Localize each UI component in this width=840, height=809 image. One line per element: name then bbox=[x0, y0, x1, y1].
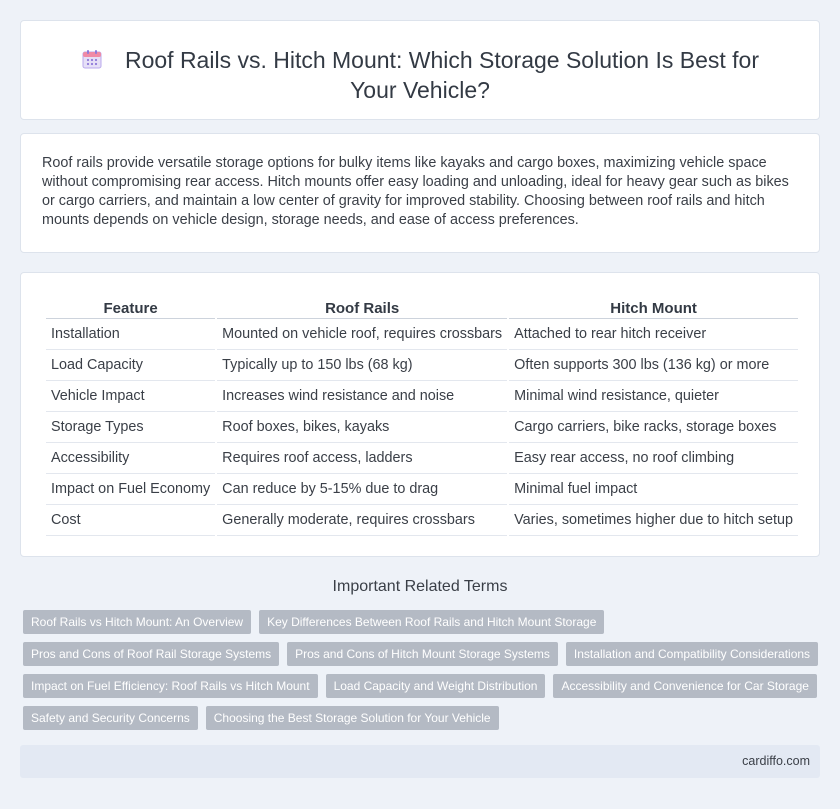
feature-cell: Cost bbox=[46, 505, 215, 536]
related-term-tag[interactable]: Safety and Security Concerns bbox=[23, 706, 198, 730]
hitch-mount-cell: Minimal wind resistance, quieter bbox=[509, 381, 798, 412]
feature-cell: Accessibility bbox=[46, 443, 215, 474]
hitch-mount-cell: Minimal fuel impact bbox=[509, 474, 798, 505]
roof-rails-cell: Increases wind resistance and noise bbox=[217, 381, 507, 412]
comparison-table-card bbox=[20, 272, 820, 557]
table-row bbox=[46, 319, 798, 350]
table-row bbox=[46, 443, 798, 474]
tag-row bbox=[23, 674, 823, 698]
related-term-tag[interactable]: Impact on Fuel Efficiency: Roof Rails vs Hitch Mount bbox=[23, 674, 318, 698]
page-title: Roof Rails vs. Hitch Mount: Which Storage Solution Is Best for Your Vehicle? bbox=[124, 47, 760, 103]
related-term-tag[interactable]: Load Capacity and Weight Distribution bbox=[326, 674, 546, 698]
hitch-mount-cell: Cargo carriers, bike racks, storage boxes bbox=[509, 412, 798, 443]
feature-cell: Vehicle Impact bbox=[46, 381, 215, 412]
header-hitch-mount: Hitch Mount bbox=[509, 297, 798, 319]
page-title-row bbox=[21, 45, 819, 105]
feature-cell: Impact on Fuel Economy bbox=[46, 474, 215, 505]
related-term-tag[interactable]: Installation and Compatibility Considerations bbox=[566, 642, 818, 666]
related-term-tag[interactable]: Roof Rails vs Hitch Mount: An Overview bbox=[23, 610, 251, 634]
related-term-tag[interactable]: Choosing the Best Storage Solution for Your Vehicle bbox=[206, 706, 499, 730]
header-roof-rails: Roof Rails bbox=[217, 297, 507, 319]
feature-cell: Load Capacity bbox=[46, 350, 215, 381]
table-row bbox=[46, 474, 798, 505]
tag-row bbox=[23, 642, 823, 666]
table-row bbox=[46, 350, 798, 381]
related-term-tag[interactable]: Pros and Cons of Hitch Mount Storage Systems bbox=[287, 642, 558, 666]
roof-rails-cell: Generally moderate, requires crossbars bbox=[217, 505, 507, 536]
header-card bbox=[20, 20, 820, 120]
calendar-icon bbox=[81, 48, 103, 70]
comparison-table bbox=[44, 297, 800, 536]
tag-row bbox=[23, 706, 823, 730]
table-row bbox=[46, 505, 798, 536]
hitch-mount-cell: Attached to rear hitch receiver bbox=[509, 319, 798, 350]
table-row bbox=[46, 412, 798, 443]
roof-rails-cell: Can reduce by 5-15% due to drag bbox=[217, 474, 507, 505]
feature-cell: Installation bbox=[46, 319, 215, 350]
related-terms-tags bbox=[23, 610, 823, 738]
hitch-mount-cell: Easy rear access, no roof climbing bbox=[509, 443, 798, 474]
roof-rails-cell: Typically up to 150 lbs (68 kg) bbox=[217, 350, 507, 381]
related-term-tag[interactable]: Pros and Cons of Roof Rail Storage Systems bbox=[23, 642, 279, 666]
table-row bbox=[46, 381, 798, 412]
hitch-mount-cell: Often supports 300 lbs (136 kg) or more bbox=[509, 350, 798, 381]
related-terms-title: Important Related Terms bbox=[332, 578, 508, 595]
feature-cell: Storage Types bbox=[46, 412, 215, 443]
related-term-tag[interactable]: Key Differences Between Roof Rails and Hitch Mount Storage bbox=[259, 610, 604, 634]
tag-row bbox=[23, 610, 823, 634]
header-feature: Feature bbox=[46, 297, 215, 319]
roof-rails-cell: Requires roof access, ladders bbox=[217, 443, 507, 474]
summary-text: Roof rails provide versatile storage options for bulky items like kayaks and cargo boxes, maximizing vehicle space without compromising rear access. Hitch mounts offer easy loading and unloading, ideal for heavy gear such as bikes or cargo carriers, and maintain a low center of gravity for improved stability. Choosing between roof rails and hitch mounts depends on vehicle design, storage needs, and ease of access preferences. bbox=[42, 155, 789, 228]
footer-site-link[interactable]: cardiffo.com bbox=[742, 754, 810, 768]
footer bbox=[20, 745, 820, 778]
table-header-row bbox=[46, 297, 798, 319]
roof-rails-cell: Mounted on vehicle roof, requires crossbars bbox=[217, 319, 507, 350]
roof-rails-cell: Roof boxes, bikes, kayaks bbox=[217, 412, 507, 443]
summary-card bbox=[20, 133, 820, 253]
related-term-tag[interactable]: Accessibility and Convenience for Car Storage bbox=[553, 674, 816, 698]
hitch-mount-cell: Varies, sometimes higher due to hitch setup bbox=[509, 505, 798, 536]
